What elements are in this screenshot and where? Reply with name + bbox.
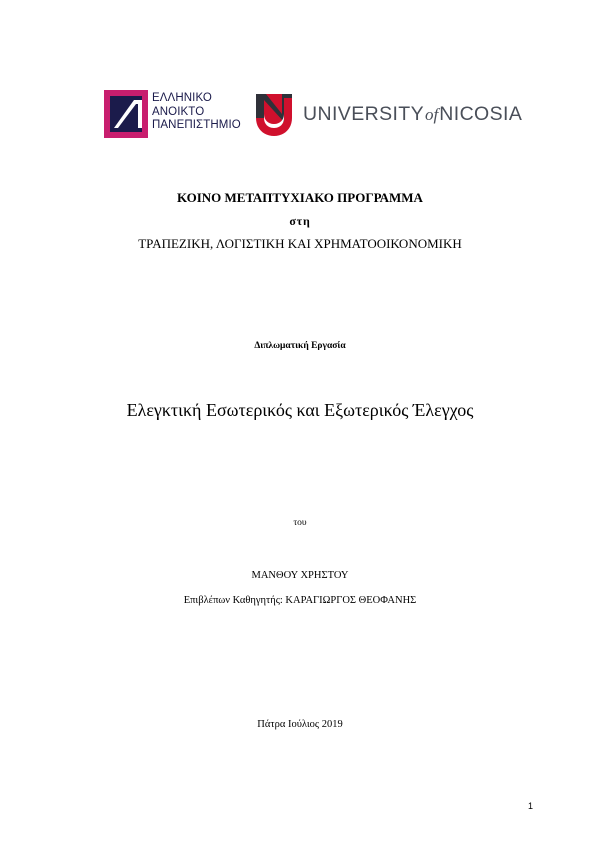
program-field: ΤΡΑΠΕΖΙΚΗ, ΛΟΓΙΣΤΙΚΗ ΚΑΙ ΧΡΗΜΑΤΟΟΙΚΟΝΟΜΙΚΗ xyxy=(138,236,462,251)
program-connector: στη xyxy=(289,214,311,228)
thesis-title: Ελεγκτική Εσωτερικός και Εξωτερικός Έλεγχος xyxy=(126,400,474,420)
unic-shield-icon xyxy=(254,92,294,138)
hellenic-open-university-logo xyxy=(104,88,244,140)
eap-line-2: ΑΝΟΙΚΤΟ xyxy=(152,105,205,118)
university-of-nicosia-logo xyxy=(254,92,534,140)
eap-emblem-icon xyxy=(104,88,150,140)
unic-logo-text xyxy=(303,102,522,127)
eap-logo-text xyxy=(152,92,241,133)
eap-line-1: ΕΛΛΗΝΙΚΟ xyxy=(152,92,212,104)
page-number: 1 xyxy=(528,801,534,811)
document-type: Διπλωματική Εργασία xyxy=(254,341,346,351)
eap-line-3: ΠΑΝΕΠΙΣΤΗΜΙΟ xyxy=(152,119,241,131)
author-preposition: του xyxy=(293,518,307,528)
program-heading: ΚΟΙΝΟ ΜΕΤΑΠΤΥΧΙΑΚΟ ΠΡΟΓΡΑΜΜΑ xyxy=(177,190,423,205)
unic-text-of: of xyxy=(425,105,439,124)
unic-text-university: UNIVERSITY xyxy=(303,103,425,125)
author-name: ΜΑΝΘΟΥ ΧΡΗΣΤΟΥ xyxy=(251,570,349,581)
supervisor-line: Επιβλέπων Καθηγητής: ΚΑΡΑΓΙΩΡΓΟΣ ΘΕΟΦΑΝΗΣ xyxy=(183,595,417,606)
unic-text-nicosia: NICOSIA xyxy=(439,103,523,125)
place-and-date: Πάτρα Ιούλιος 2019 xyxy=(257,719,343,730)
